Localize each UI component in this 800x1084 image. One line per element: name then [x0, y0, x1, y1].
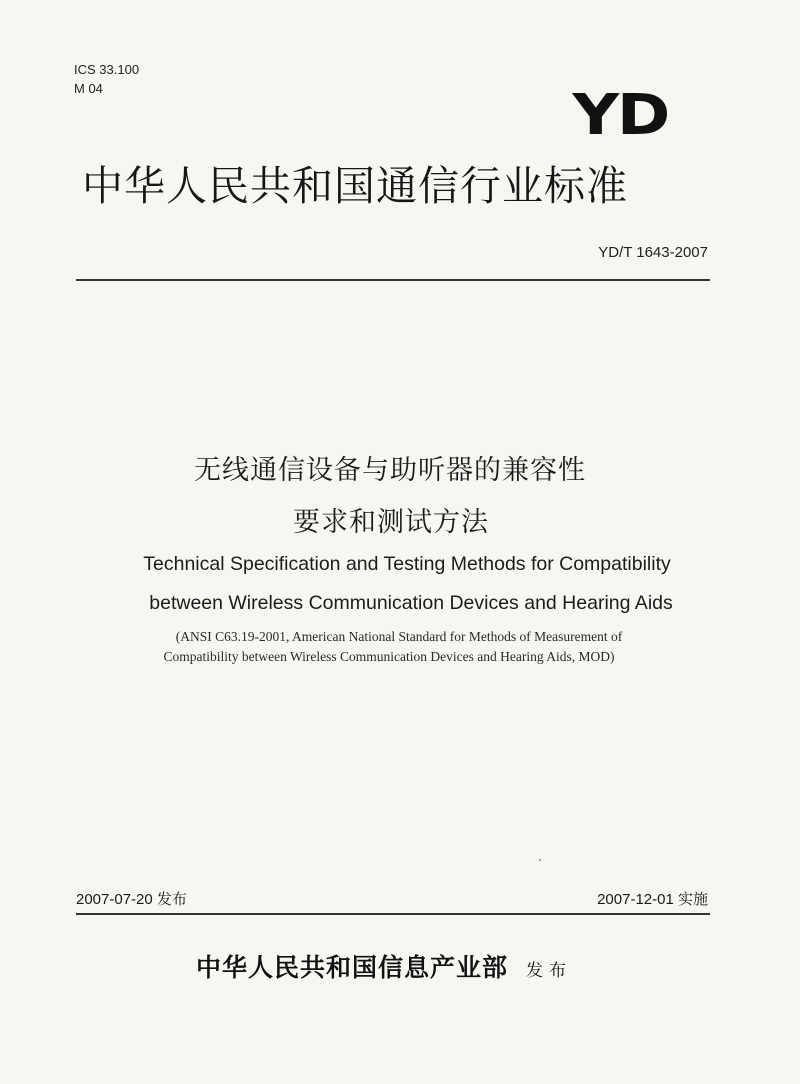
standard-number: YD/T 1643-2007	[598, 244, 708, 261]
classification-codes	[74, 60, 139, 98]
standard-category-title: 中华人民共和国通信行业标准	[82, 162, 628, 210]
publisher-action: 发布	[526, 961, 573, 981]
issue-date: 2007-07-20 发布	[76, 891, 187, 908]
ccs-code: M 04	[74, 81, 103, 96]
chinese-title-line-1: 无线通信设备与助听器的兼容性	[194, 455, 586, 486]
chinese-title-line-2: 要求和测试方法	[293, 507, 489, 538]
effective-date: 2007-12-01 实施	[597, 891, 708, 908]
yd-logo: YD	[572, 83, 668, 148]
publisher	[196, 948, 572, 984]
scan-speck	[539, 859, 541, 861]
header-divider	[76, 279, 710, 281]
footer-divider	[76, 913, 710, 915]
adoption-note-line-2: Compatibility between Wireless Communication Devices and Hearing Aids, MOD)	[163, 649, 615, 664]
publisher-name: 中华人民共和国信息产业部	[196, 953, 509, 982]
adoption-note-line-1: (ANSI C63.19-2001, American National Standard for Methods of Measurement of	[175, 629, 623, 644]
english-title-line-1: Technical Specification and Testing Methods for Compatibility	[143, 553, 671, 575]
english-title-line-2: between Wireless Communication Devices and Hearing Aids	[149, 592, 673, 614]
ics-code: ICS 33.100	[74, 62, 140, 77]
